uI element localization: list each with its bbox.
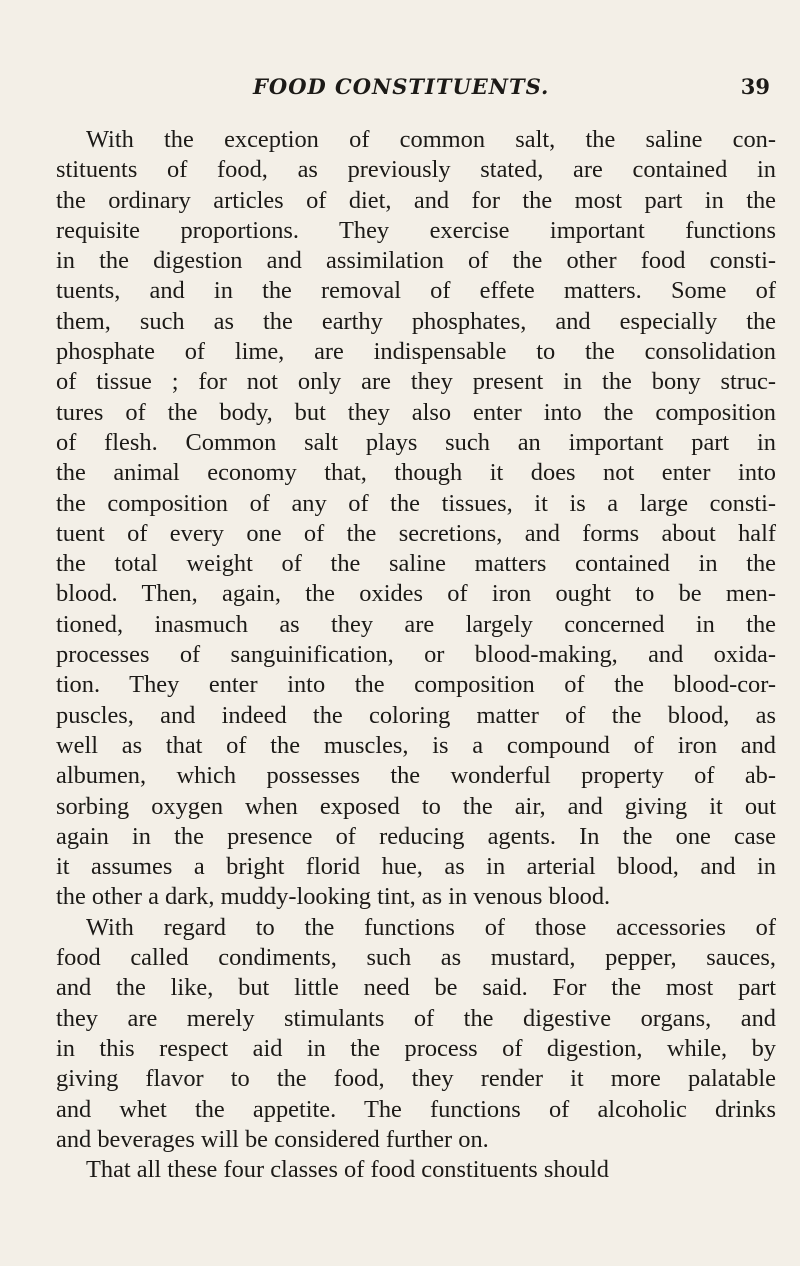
text-line: giving flavor to the food, they render it more palatable xyxy=(56,1065,776,1093)
text-line: tuents, and in the removal of effete matters. Some of xyxy=(56,277,776,305)
text-line: tion. They enter into the composition of the blood-cor- xyxy=(56,671,776,699)
text-line: tioned, inasmuch as they are largely concerned in the xyxy=(56,610,776,638)
text-line: puscles, and indeed the coloring matter of the blood, as xyxy=(56,701,776,729)
text-line: the animal economy that, though it does not enter into xyxy=(56,459,776,487)
text-line: food called condiments, such as mustard, pepper, sauces, xyxy=(56,944,776,972)
text-line: and the like, but little need be said. For the most part xyxy=(56,974,776,1002)
text-line: the other a dark, muddy-looking tint, as in venous blood. xyxy=(56,883,611,911)
text-line: the ordinary articles of diet, and for the most part in the xyxy=(56,186,776,214)
text-line: tures of the body, but they also enter into the composition xyxy=(56,398,776,426)
text-line: of tissue ; for not only are they present in the bony struc- xyxy=(56,368,776,396)
text-line: of flesh. Common salt plays such an important part in xyxy=(56,428,776,456)
text-line: With the exception of common salt, the saline con- xyxy=(86,126,776,153)
text-line: the total weight of the saline matters contained in the xyxy=(56,550,776,578)
text-line: in this respect aid in the process of digestion, while, by xyxy=(56,1034,776,1062)
text-line: That all these four classes of food constituents should xyxy=(86,1156,609,1184)
text-line: it assumes a bright florid hue, as in arterial blood, and in xyxy=(56,853,776,881)
text-line: in the digestion and assimilation of the other food consti- xyxy=(56,247,776,275)
text-line: the composition of any of the tissues, it is a large consti- xyxy=(56,489,776,517)
text-line: well as that of the muscles, is a compound of iron and xyxy=(56,731,776,759)
text-line: blood. Then, again, the oxides of iron ought to be men- xyxy=(56,580,776,608)
text-line: phosphate of lime, are indispensable to the consolidation xyxy=(56,338,776,366)
text-line: stituents of food, as previously stated, are contained in xyxy=(56,156,776,184)
text-line: they are merely stimulants of the digestive organs, and xyxy=(56,1004,776,1032)
text-line: With regard to the functions of those accessories of xyxy=(86,913,776,941)
page-number: 39 xyxy=(740,74,770,99)
text-line: them, such as the earthy phosphates, and especially the xyxy=(56,307,776,335)
text-line: again in the presence of reducing agents. In the one case xyxy=(56,822,776,850)
text-line: requisite proportions. They exercise important functions xyxy=(56,216,776,244)
text-line: sorbing oxygen when exposed to the air, and giving it out xyxy=(56,792,776,820)
running-head xyxy=(58,74,774,104)
running-title: FOOD CONSTITUENTS. xyxy=(253,74,550,99)
text-line: and whet the appetite. The functions of alcoholic drinks xyxy=(56,1095,776,1123)
text-line: tuent of every one of the secretions, and forms about half xyxy=(56,519,776,547)
text-line: albumen, which possesses the wonderful property of ab- xyxy=(56,762,776,790)
text-line: processes of sanguinification, or blood-making, and oxida- xyxy=(56,641,776,669)
text-line: and beverages will be considered further on. xyxy=(56,1125,489,1153)
body-text xyxy=(56,125,776,1185)
